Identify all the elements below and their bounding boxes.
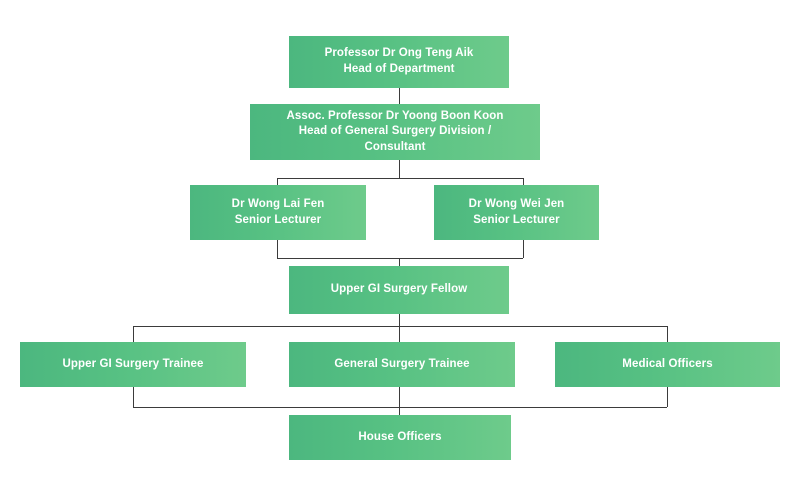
connector-division-stem (399, 160, 400, 178)
connector-division-to-lecturer-right (523, 178, 524, 185)
connector-merge-to-fellow (399, 258, 400, 266)
connector-fellow-to-general-trainee (399, 326, 400, 342)
connector-fellow-branch-horizontal (133, 326, 667, 327)
division-head-role: Consultant (364, 140, 426, 153)
connector-medical-officers-down (667, 387, 668, 407)
node-senior-lecturer-left[interactable] (190, 185, 366, 240)
division-head-name: Assoc. Professor Dr Yoong Boon Koon (286, 109, 504, 122)
node-upper-gi-surgery-trainee[interactable] (20, 342, 246, 387)
connector-division-to-lecturer-left (277, 178, 278, 185)
connector-lecturer-right-down (523, 240, 524, 258)
node-division-head[interactable] (250, 104, 540, 160)
connector-house-officers-merge-horizontal (133, 407, 667, 408)
senior-lecturer-right-name: Dr Wong Wei Jen (468, 197, 565, 210)
node-medical-officers[interactable] (555, 342, 780, 387)
division-head-title: Head of General Surgery Division / (298, 125, 492, 138)
head-of-department-title: Head of Department (343, 63, 455, 75)
node-house-officers[interactable] (289, 415, 511, 460)
connector-upper-gi-trainee-down (133, 387, 134, 407)
connector-general-trainee-down (399, 387, 400, 407)
connector-merge-to-house-officers (399, 407, 400, 415)
senior-lecturer-left-title: Senior Lecturer (234, 213, 322, 226)
connector-lecturers-merge-horizontal (277, 258, 523, 259)
upper-gi-surgery-fellow-label: Upper GI Surgery Fellow (330, 283, 468, 296)
connector-division-branch-horizontal (277, 178, 523, 179)
head-of-department-name: Professor Dr Ong Teng Aik (324, 47, 474, 60)
connector-lecturer-left-down (277, 240, 278, 258)
upper-gi-surgery-trainee-label: Upper GI Surgery Trainee (62, 357, 204, 370)
general-surgery-trainee-label: General Surgery Trainee (334, 357, 470, 370)
medical-officers-label: Medical Officers (622, 357, 713, 370)
senior-lecturer-right-title: Senior Lecturer (473, 213, 560, 226)
node-upper-gi-surgery-fellow[interactable] (289, 266, 509, 314)
node-general-surgery-trainee[interactable] (289, 342, 515, 387)
connector-fellow-stem (399, 314, 400, 326)
connector-fellow-to-medical-officers (667, 326, 668, 342)
node-head-of-department[interactable] (289, 36, 509, 88)
connector-fellow-to-upper-gi-trainee (133, 326, 134, 342)
senior-lecturer-left-name: Dr Wong Lai Fen (231, 197, 325, 210)
house-officers-label: House Officers (358, 430, 442, 443)
node-senior-lecturer-right[interactable] (434, 185, 599, 240)
